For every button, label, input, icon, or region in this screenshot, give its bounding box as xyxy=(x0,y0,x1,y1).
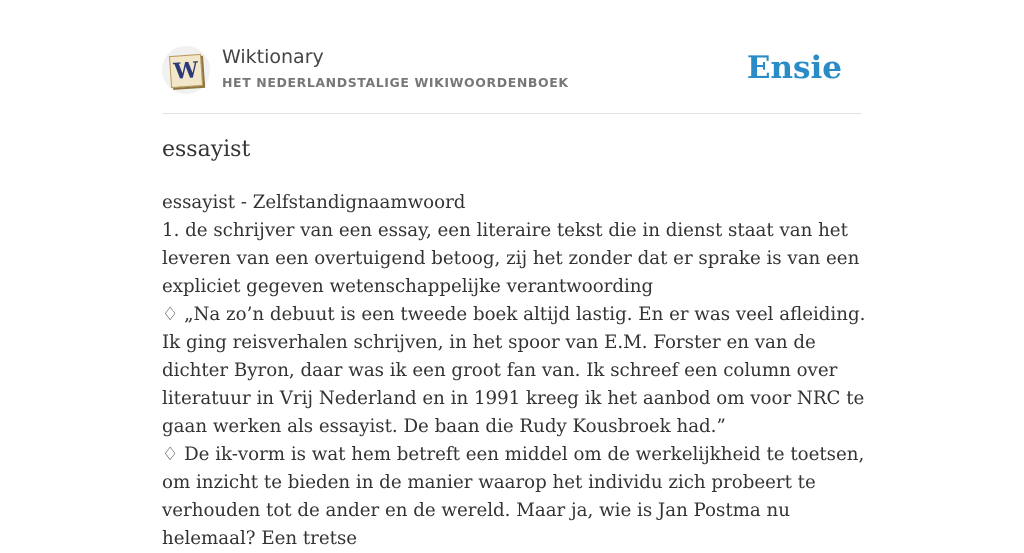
example-sentence: ♢ De ik-vorm is wat hem betreft een middel om de werkelijkheid te toetsen, om inzicht te bieden in de manier waarop het individu zich probeert te verhouden tot de ander en de wereld. Maar ja, wie is Jan Postma nu helemaal? Een tretse xyxy=(162,444,865,549)
example-sentence: ♢ „Na zo’n debuut is een tweede boek altijd lastig. En er was veel afleiding. Ik ging reisverhalen schrijven, in het spoor van E.M. Forster en van de dichter Byron, daar was ik een groot fan van. Ik schreef een column over literatuur in Vrij Nederland en in 1991 kreeg ik het aanbod om voor NRC te gaan werken als essayist. De baan die Rudy Kousbroek had.” xyxy=(162,304,866,437)
site-header xyxy=(162,44,862,100)
definition: 1. de schrijver van een essay, een literaire tekst die in dienst staat van het leveren van een overtuigend betoog, zij het zonder dat er sprake is van een expliciet gegeven wetenschappelijke verantwoording xyxy=(162,220,860,297)
site-name[interactable]: Wiktionary xyxy=(222,46,324,68)
brand-logo[interactable]: Ensie xyxy=(746,50,842,86)
page-title: essayist xyxy=(162,137,251,162)
entry-content xyxy=(162,189,868,553)
site-subtitle: HET NEDERLANDSTALIGE WIKIWOORDENBOEK xyxy=(222,75,569,90)
wiktionary-tile-icon: W xyxy=(169,54,203,88)
header-divider xyxy=(162,113,862,114)
word-type: essayist - Zelfstandignaamwoord xyxy=(162,192,466,213)
wiktionary-logo[interactable] xyxy=(162,46,210,94)
